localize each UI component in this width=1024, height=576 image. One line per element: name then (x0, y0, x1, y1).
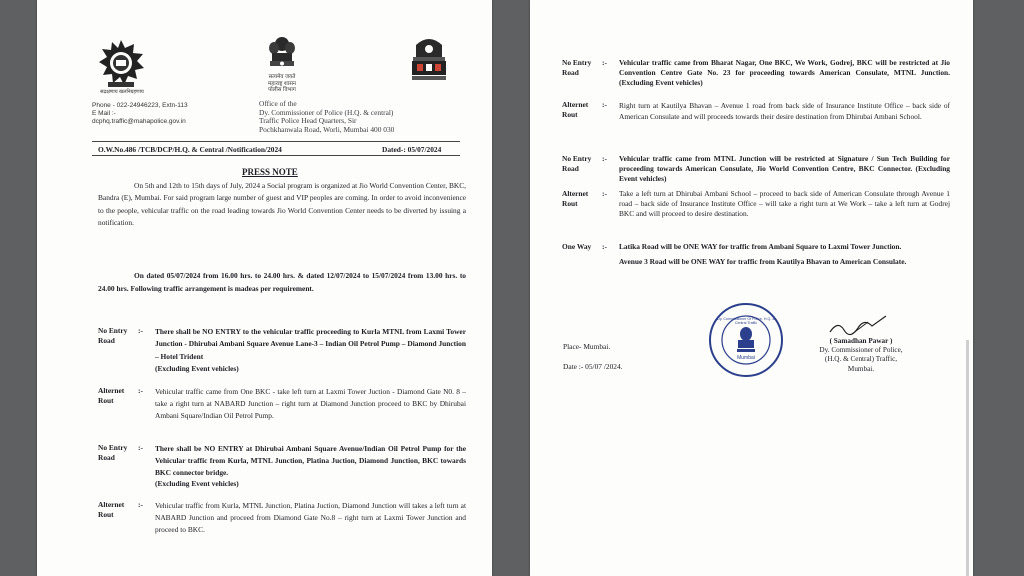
press-note-page-2 (530, 0, 973, 576)
entry-label: No Entry Road (562, 58, 592, 77)
header-divider-top (92, 141, 460, 142)
entry-alternate-3 (562, 100, 950, 123)
one-way-line-2: Avenue 3 Road will be ONE WAY for traffic from Kautilya Bhavan to American Consulate. (619, 256, 907, 266)
entry-separator: :- (138, 500, 143, 509)
entry-separator: :- (602, 189, 607, 198)
page-title: PRESS NOTE (242, 167, 298, 177)
entry-note: (Excluding Event vehicles) (155, 479, 239, 489)
entry-text: There shall be NO ENTRY to the vehicular traffic proceeding to Kurla MTNL from Laxmi Tower Junction - Dhirubai Ambani Square Avenue Lane-3 – Indian Oil Petrol Pump – Diamond Junction – Hotel Trident (155, 327, 466, 361)
header-divider-bottom (92, 155, 460, 156)
email-label: E Mail :- (92, 110, 116, 117)
intro-paragraph: On 5th and 12th to 15th days of July, 2024 a Social program is organized at Jio World Convention Center, BKC, Bandra (E), Mumbai. For said program large number of guest and VIP peoples are coming. In order to avoid inconvenience to the people, vehicular traffic on the road leading towards Jio World Convention Center needs to be diverted by issuing a notification. (98, 181, 466, 228)
official-stamp-icon (708, 302, 784, 378)
entry-no-entry-3 (562, 58, 950, 89)
office-line-3: Traffic Police Head Quarters, Sir (259, 116, 357, 126)
left-emblem-caption: सद्रक्षणाय खलनिग्रहणाय (100, 89, 144, 95)
reference-number: O.W.No.486 /TCB/DCP/H.Q. & Central /Notification/2024 (98, 145, 282, 154)
entry-separator: :- (138, 386, 143, 395)
entry-label: No Entry Road (98, 326, 128, 345)
contact-block (92, 102, 212, 126)
signature-block (806, 337, 916, 374)
one-way-separator: :- (602, 242, 607, 251)
press-note-page-1 (37, 0, 492, 576)
signatory-line-1: Dy. Commissioner of Police, (819, 346, 903, 355)
email-text: dcphq.traffic@mahapolice.gov.in (92, 118, 186, 125)
entry-label: Alternet Rout (562, 189, 589, 208)
date-text: Date :- 05/07 /2024. (563, 362, 623, 371)
one-way-line-1: Latika Road will be ONE WAY for traffic from Ambani Square to Laxmi Tower Junction. (619, 242, 902, 251)
entry-label: No Entry Road (98, 443, 128, 462)
entry-label: No Entry Road (562, 154, 592, 173)
signatory-line-3: Mumbai. (847, 364, 875, 373)
stamp-bottom-text: Mumbai (737, 355, 755, 361)
entry-text: Vehicular traffic came from One BKC - take left turn at Laxmi Tower Juction - Diamond Gate N0. 8 – take a right turn at NABARD Junction – right turn at Diamond Junction proceed to BKC by Dhirubai Ambani Square/Indian Oil Petrol Pump. (155, 387, 466, 420)
office-address (259, 100, 479, 134)
one-way-section (562, 242, 950, 268)
caption-line-3: पोलीस विभाग (268, 87, 296, 93)
office-line-1: Office of the (259, 99, 297, 108)
entry-separator: :- (138, 326, 143, 335)
entry-no-entry-4 (562, 154, 950, 185)
entry-text: There shall be NO ENTRY at Dhirubai Ambani Square Avenue/Indian Oil Petrol Pump for the Vehicular traffic from Kurla, MTNL Junction, Platina Juction, Diamond Junction, BKC towards BKC connector bridge. (155, 444, 466, 477)
entry-text: Vehicular traffic came from Bharat Nagar, One BKC, We Work, Godrej, BKC will be restricted at Jio Convention Centre Gate No. 23 for proceeding towards American Consulate, MTNL Junction. (Excluding Event vehicles) (619, 58, 950, 88)
dates-paragraph: On dated 05/07/2024 from 16.00 hrs. to 24.00 hrs. & dated 12/07/2024 to 15/07/2024 from 13.00 hrs. to 24.00 hrs. Following traffic arrangement is madeas per requirement. (98, 271, 466, 293)
signatory-name: ( Samadhan Pawar ) (829, 337, 893, 345)
entry-label: Alternet Rout (98, 386, 125, 405)
office-line-2: Dy. Commissioner of Police (H.Q. & central) (259, 107, 394, 117)
phone-text: Phone - 022-24946223, Extn-113 (92, 102, 188, 109)
entry-alternate-4 (562, 189, 950, 220)
entry-separator: :- (602, 58, 607, 67)
stamp-text: Dy. Commissioner Of Police, H.Q. & Central Traffic (717, 317, 775, 326)
mumbai-police-emblem-icon (94, 38, 148, 90)
traffic-police-logo-icon (406, 35, 452, 83)
place-text: Place- Mumbai. (563, 342, 611, 351)
entry-label: Alternet Rout (98, 500, 125, 519)
one-way-label: One Way (562, 242, 592, 251)
signatory-line-2: (H.Q. & Central) Traffic, (824, 355, 898, 364)
entry-no-entry-1 (98, 326, 466, 376)
entry-no-entry-2 (98, 443, 466, 490)
entry-note: (Excluding Event vehicles) (155, 364, 239, 374)
entry-text: Right turn at Kautilya Bhavan – Avenue 1 road from back side of Insurance Institute Office – back side of American Consulate and will proceeds towards their desire destination from Dhirubai Ambani School. (619, 101, 950, 122)
reference-date: Dated-: 05/07/2024 (382, 145, 442, 154)
office-line-4: Pochkhanwala Road, Worli, Mumbai 400 030 (259, 124, 395, 134)
caption-line-1: सत्यमेव जयते (268, 74, 296, 80)
scrollbar[interactable] (966, 340, 969, 576)
entry-alternate-1 (98, 386, 466, 421)
caption-line-2: महाराष्ट्र शासन (268, 80, 296, 87)
entry-label: Alternet Rout (562, 100, 589, 119)
entry-separator: :- (602, 154, 607, 163)
entry-alternate-2 (98, 500, 466, 535)
center-emblem-caption (252, 74, 312, 94)
entry-separator: :- (138, 443, 143, 452)
national-emblem-icon (268, 35, 296, 75)
entry-separator: :- (602, 100, 607, 109)
entry-text: Take a left turn at Dhirubai Ambani School – proceed to back side of American Consulate through Avenue 1 road – back side of Insurance Institute Office – will take a right turn at We Work – take a left turn at Godrej BKC and will proceed to desire destination. (619, 189, 950, 219)
entry-text: Vehicular traffic came from MTNL Junction will be restricted at Signature / Sun Tech Building for proceeding towards American Consulate, Jio World Convention Centre, BKC Connector. (Excluding Event vehicles) (619, 154, 950, 184)
entry-text: Vehicular traffic from Kurla, MTNL Junction, Platina Juction, Diamond Junction will takes a left turn at NABARD Junction and proceed from Diamond Gate No.8 – right turn at Laxmi Tower Junction and proceed to BKC. (155, 501, 466, 534)
